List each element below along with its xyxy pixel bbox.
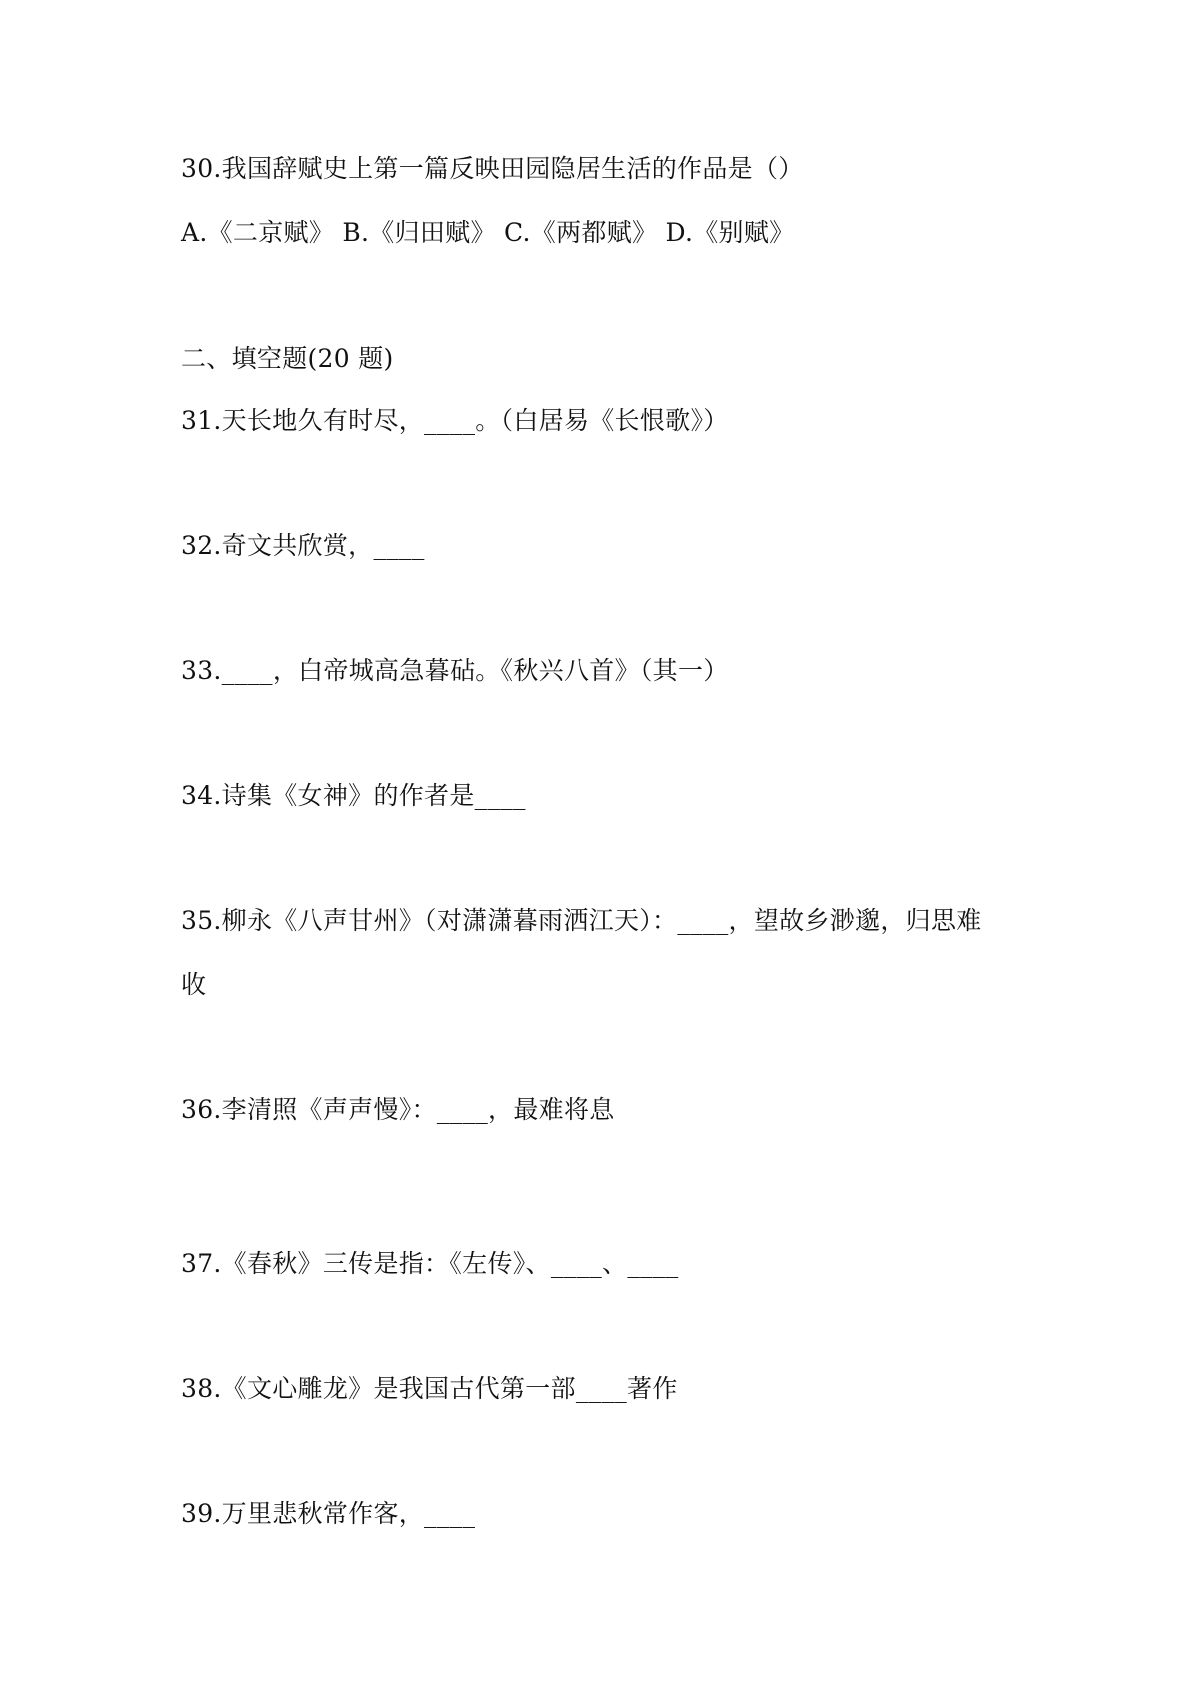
question-39: 39.万里悲秋常作客，____ [181,1499,476,1528]
question-30-options: A.《二京赋》 B.《归田赋》 C.《两都赋》 D.《别赋》 [181,218,795,247]
question-32: 32.奇文共欣赏，____ [181,531,425,560]
section-heading-fill-in-blank: 二、填空题(20 题) [181,344,394,373]
question-34: 34.诗集《女神》的作者是____ [181,781,526,810]
question-38: 38.《文心雕龙》是我国古代第一部____著作 [181,1374,678,1403]
question-36: 36.李清照《声声慢》：____，最难将息 [181,1095,615,1124]
question-35-line2: 收 [181,970,207,999]
question-31: 31.天长地久有时尽，____。（白居易《长恨歌》） [181,406,729,435]
question-37: 37.《春秋》三传是指：《左传》、____、____ [181,1249,679,1278]
question-30-stem: 30.我国辞赋史上第一篇反映田园隐居生活的作品是（） [181,154,804,183]
question-33: 33.____，白帝城高急暮砧。《秋兴八首》（其一） [181,656,729,685]
question-35-line1: 35.柳永《八声甘州》（对潇潇暮雨洒江天）：____，望故乡渺邈，归思难 [181,906,982,935]
